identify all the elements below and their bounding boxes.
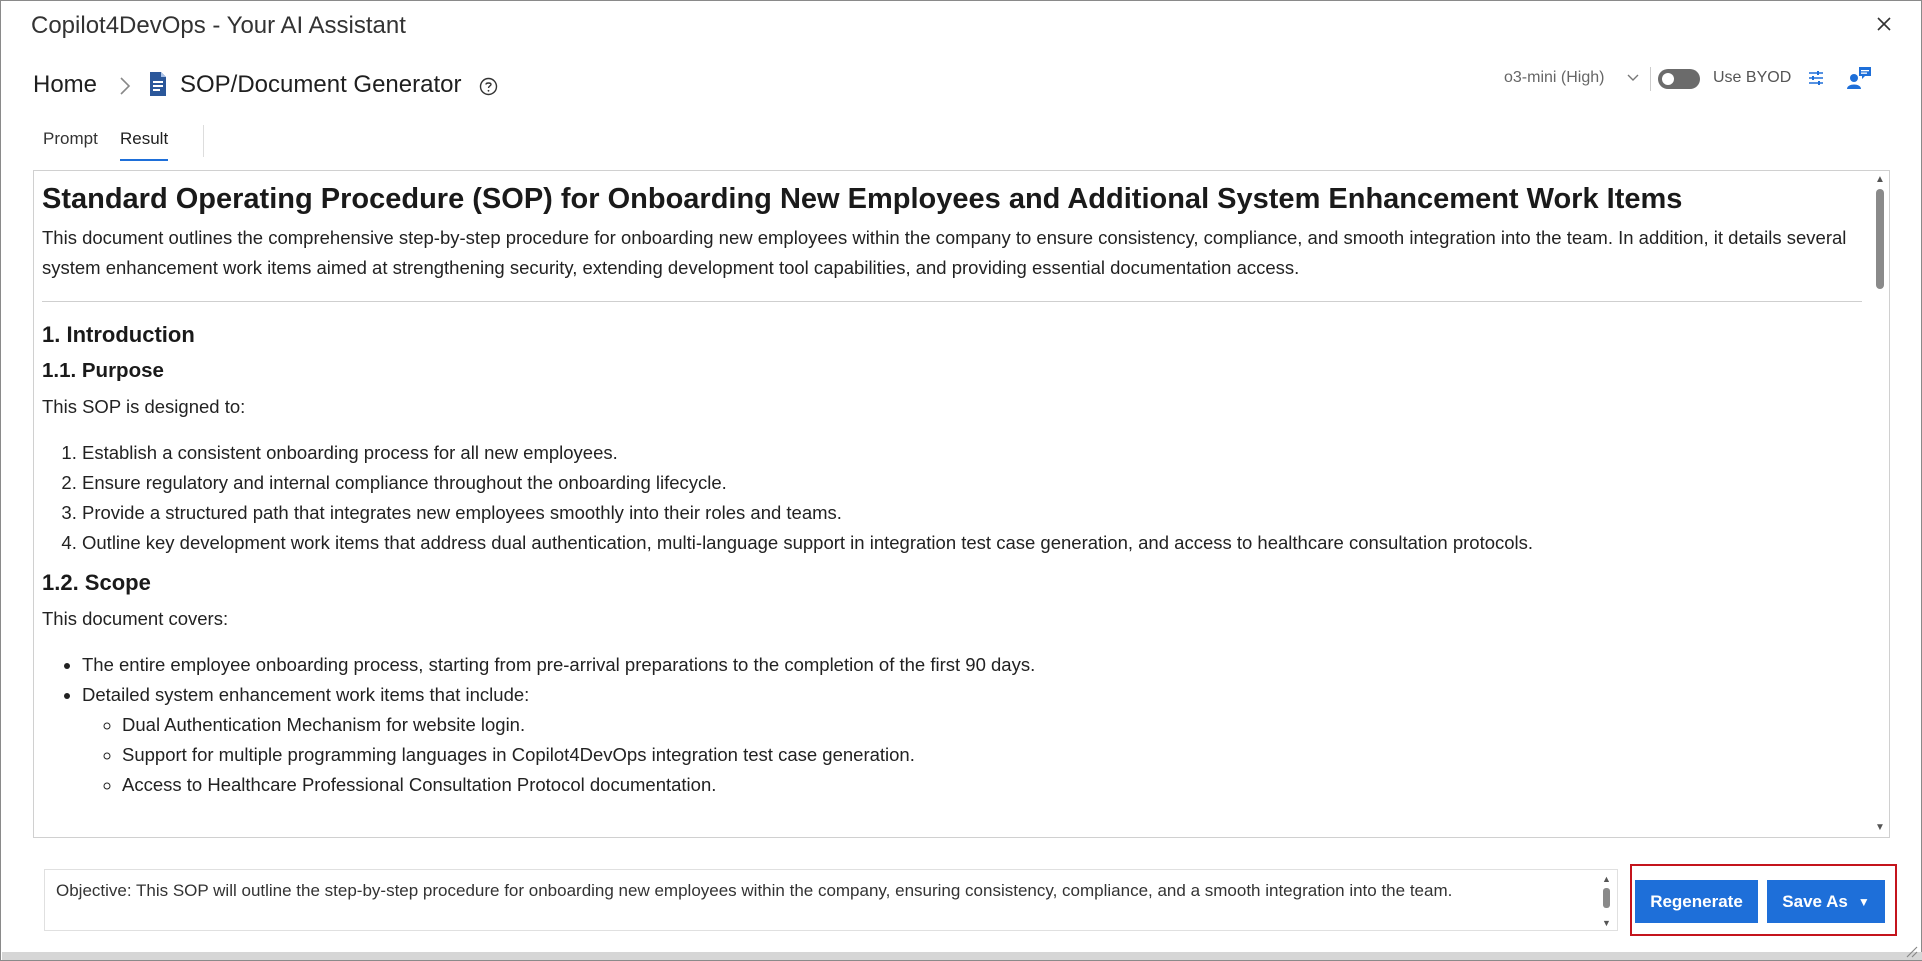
breadcrumb-current: SOP/Document Generator [180, 71, 462, 98]
save-as-button[interactable] [1767, 880, 1885, 923]
section-heading-purpose: 1.1. Purpose [42, 359, 164, 382]
close-button[interactable] [1869, 9, 1899, 39]
toggle-knob [1662, 73, 1674, 85]
model-select[interactable]: o3-mini (High) [1504, 69, 1605, 86]
document-scrollbar[interactable] [1871, 171, 1889, 837]
list-item: 1. Establish a consistent onboarding process for all new employees. [82, 438, 1868, 468]
list-item-text: Detailed system enhancement work items that include: [82, 684, 530, 705]
prompt-bar [1, 851, 1921, 961]
regenerate-button[interactable]: Regenerate [1635, 880, 1758, 923]
sublist-item: ◦ Support for multiple programming languages in Copilot4DevOps integration test case generation. [122, 740, 1868, 770]
settings-sliders-icon[interactable] [1806, 68, 1826, 88]
scroll-down-arrow-icon[interactable]: ▼ [1875, 822, 1885, 833]
app-title: Copilot4DevOps - Your AI Assistant [31, 12, 406, 39]
page-header [1, 63, 1921, 109]
document-intro: This document outlines the comprehensive step-by-step procedure for onboarding new employees within the company to ensure consistency, compliance, and smooth integration into the team. In addition, it details several system enhancement work items aimed at strengthening security, extending development tool capabilities, and providing essential documentation access. [42, 227, 1847, 278]
scope-sublist [82, 710, 1868, 800]
scroll-up-arrow-icon[interactable]: ▲ [1602, 874, 1611, 884]
sublist-item: ◦ Dual Authentication Mechanism for website login. [122, 710, 1868, 740]
title-bar [1, 1, 1921, 51]
resize-grip-icon[interactable] [1904, 944, 1918, 958]
scroll-down-arrow-icon[interactable]: ▼ [1602, 918, 1611, 928]
breadcrumb-home[interactable]: Home [33, 71, 98, 98]
list-item: 4. Outline key development work items that address dual authentication, multi-language support in integration test case generation, and access to healthcare consultation protocols. [82, 528, 1868, 558]
byod-toggle[interactable] [1658, 69, 1700, 89]
section-heading-introduction: 1. Introduction [42, 322, 195, 347]
scrollbar-thumb[interactable] [1876, 189, 1884, 289]
user-feedback-icon[interactable] [1846, 65, 1872, 91]
chevron-down-icon[interactable] [1625, 71, 1641, 85]
result-document-panel [33, 170, 1890, 838]
document-title: Standard Operating Procedure (SOP) for Onboarding New Employees and Additional System Enhancement Work Items [42, 183, 1683, 215]
scope-list [42, 650, 1868, 800]
scrollbar-thumb[interactable] [1603, 888, 1610, 908]
close-icon [1876, 16, 1892, 32]
sublist-item: ◦ Access to Healthcare Professional Consultation Protocol documentation. [122, 770, 1868, 800]
list-item [82, 680, 1868, 800]
list-item: 2. Ensure regulatory and internal compliance throughout the onboarding lifecycle. [82, 468, 1868, 498]
caret-down-icon: ▼ [1857, 895, 1870, 909]
purpose-list [42, 438, 1868, 558]
document-content [42, 171, 1868, 837]
prompt-input[interactable] [44, 869, 1618, 931]
list-item: 3. Provide a structured path that integrates new employees smoothly into their roles and teams. [82, 498, 1868, 528]
byod-label: Use BYOD [1713, 69, 1792, 86]
tab-result[interactable]: Result [120, 129, 168, 161]
tabs-divider [203, 125, 204, 157]
tab-bar [33, 123, 203, 171]
list-item: • The entire employee onboarding process, starting from pre-arrival preparations to the completion of the first 90 days. [82, 650, 1868, 680]
document-icon [148, 71, 168, 97]
section-divider [42, 301, 1862, 302]
chevron-right-icon [116, 75, 134, 97]
window-bottom-edge [2, 952, 1922, 960]
save-as-label: Save As [1782, 892, 1848, 911]
scope-lead: This document covers: [42, 608, 229, 629]
section-heading-scope: 1.2. Scope [42, 570, 151, 595]
help-icon[interactable] [479, 77, 498, 96]
toolbar-divider [1650, 67, 1651, 91]
scroll-up-arrow-icon[interactable]: ▲ [1875, 174, 1885, 185]
purpose-lead: This SOP is designed to: [42, 396, 246, 417]
tab-prompt[interactable]: Prompt [43, 129, 98, 148]
prompt-scrollbar[interactable] [1601, 874, 1613, 928]
prompt-text: Objective: This SOP will outline the step-by-step procedure for onboarding new employees within the company, ensuring consistency, compliance, and a smooth integration into the team. [56, 881, 1453, 900]
